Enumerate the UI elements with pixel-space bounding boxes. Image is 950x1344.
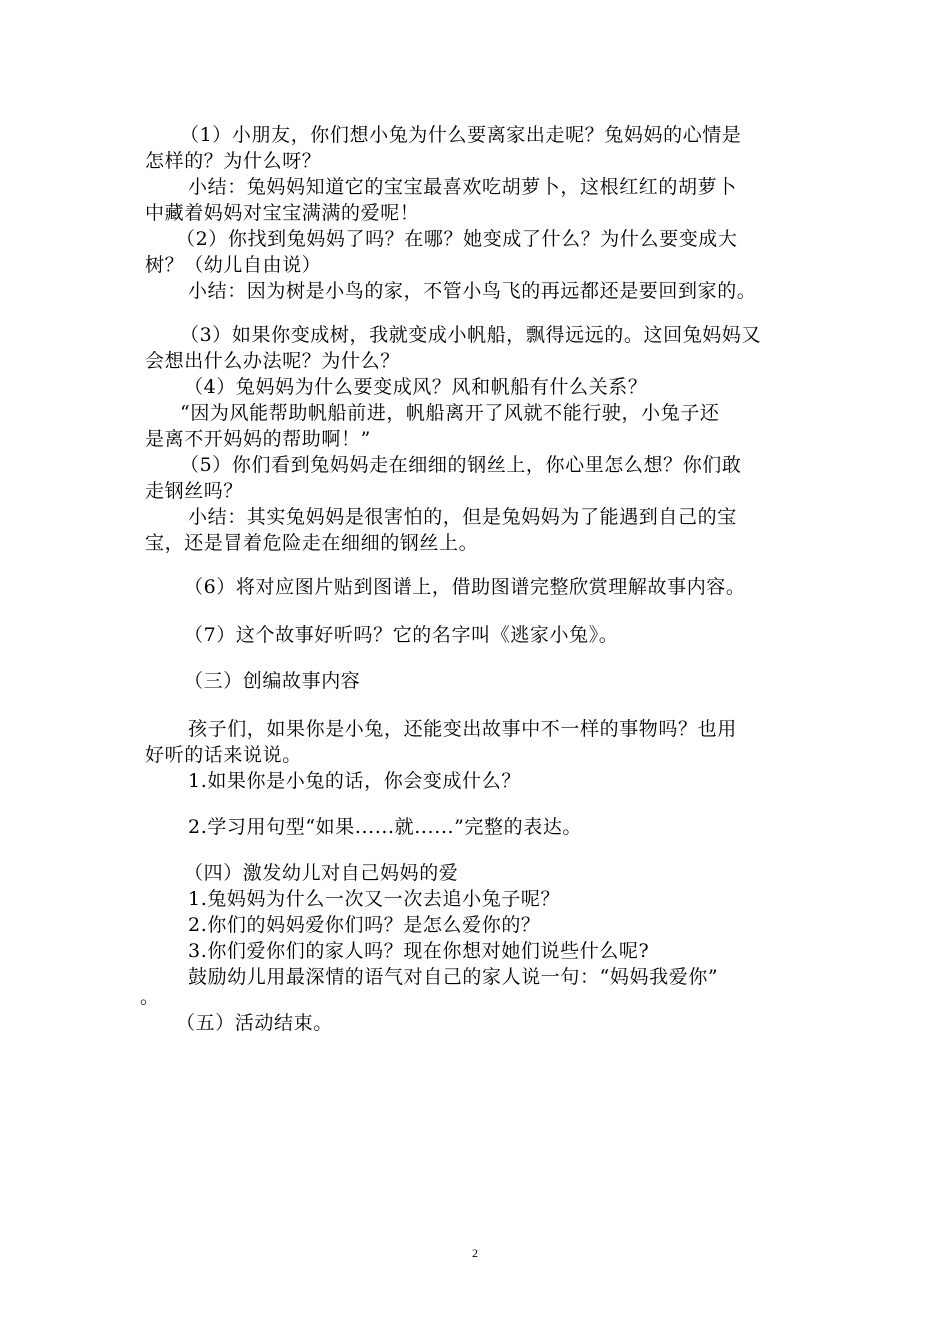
text-line-item: 2.你们的妈妈爱你们吗？是怎么爱你的？ <box>188 914 541 936</box>
text-line-q3: （3）如果你变成树，我就变成小帆船，飘得远远的。这回兔妈妈又 <box>180 324 762 346</box>
text-line: 是离不开妈妈的帮助啊！” <box>145 428 371 450</box>
text-line-item: 1.如果你是小兔的话，你会变成什么？ <box>188 770 521 792</box>
text-line: 中藏着妈妈对宝宝满满的爱呢！ <box>145 202 420 224</box>
text-line: 孩子们，如果你是小兔，还能变出故事中不一样的事物吗？也用 <box>188 718 737 740</box>
text-line-summary: 小结：因为树是小鸟的家，不管小鸟飞的再远都还是要回到家的。 <box>188 280 757 302</box>
section-heading-4: （四）激发幼儿对自己妈妈的爱 <box>184 862 459 884</box>
text-line: 好听的话来说说。 <box>145 744 302 766</box>
text-line: 会想出什么办法呢？为什么？ <box>145 350 400 372</box>
text-line-q2: （2）你找到兔妈妈了吗？在哪？她变成了什么？为什么要变成大 <box>176 228 738 250</box>
section-heading-5: （五）活动结束。 <box>176 1012 333 1034</box>
text-line-q4: （4）兔妈妈为什么要变成风？风和帆船有什么关系？ <box>184 376 648 398</box>
text-line: 鼓励幼儿用最深情的语气对自己的家人说一句：“妈妈我爱你” <box>188 966 719 988</box>
text-line: 怎样的？为什么呀？ <box>145 150 322 172</box>
text-line-item: 1.兔妈妈为什么一次又一次去追小兔子呢？ <box>188 888 561 910</box>
text-line-summary: 小结：其实兔妈妈是很害怕的，但是兔妈妈为了能遇到自己的宝 <box>188 506 737 528</box>
text-line: 宝，还是冒着危险走在细细的钢丝上。 <box>145 532 479 554</box>
text-line-summary: 小结：兔妈妈知道它的宝宝最喜欢吃胡萝卜，这根红红的胡萝卜 <box>188 176 737 198</box>
text-line-q5: （5）你们看到兔妈妈走在细细的钢丝上，你心里怎么想？你们敢 <box>180 454 742 476</box>
text-line-q7: （7）这个故事好听吗？它的名字叫《逃家小兔》。 <box>184 624 619 646</box>
section-heading-3: （三）创编故事内容 <box>184 670 361 692</box>
text-line-quote: “因为风能帮助帆船前进，帆船离开了风就不能行驶，小兔子还 <box>180 402 720 424</box>
text-line: 。 <box>140 986 160 1008</box>
text-line-q6: （6）将对应图片贴到图谱上，借助图谱完整欣赏理解故事内容。 <box>184 576 746 598</box>
text-line-q1: （1）小朋友，你们想小兔为什么要离家出走呢？兔妈妈的心情是 <box>180 124 742 146</box>
text-line: 树？（幼儿自由说） <box>145 254 322 276</box>
page-number: 2 <box>472 1246 478 1260</box>
text-line: 走钢丝吗？ <box>145 480 244 502</box>
text-line-item: 2.学习用句型“如果......就......”完整的表达。 <box>188 816 583 838</box>
text-line-item: 3.你们爱你们的家人吗？现在你想对她们说些什么呢? <box>188 940 650 962</box>
